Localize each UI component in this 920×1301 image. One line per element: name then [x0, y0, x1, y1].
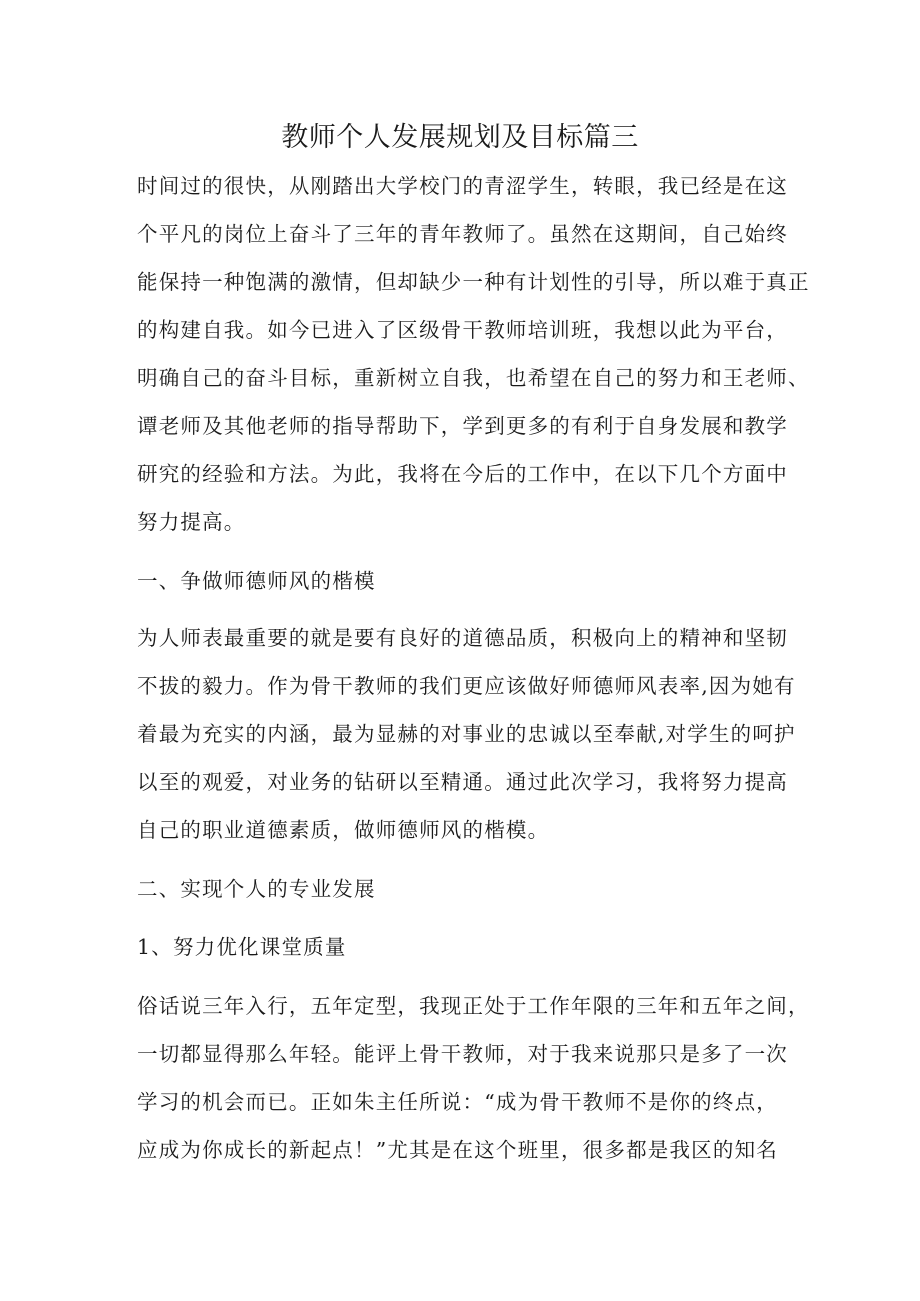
- section-heading-2: 二、实现个人的专业发展: [137, 877, 376, 901]
- paragraph-3-line-1: 俗话说三年入行，五年定型，我现正处于工作年限的三年和五年之间，: [137, 994, 810, 1018]
- paragraph-2-line-1: 为人师表最重要的就是要有良好的道德品质，积极向上的精神和坚韧: [137, 626, 788, 650]
- paragraph-1-line-1: 时间过的很快，从刚踏出大学校门的青涩学生，转眼，我已经是在这: [137, 174, 788, 198]
- paragraph-2-line-3: 着最为充实的内涵，最为显赫的对事业的忠诚以至奉献,对学生的呵护: [137, 722, 796, 746]
- section-heading-1: 一、争做师德师风的楷模: [137, 569, 376, 593]
- subsection-heading-1: 1、努力优化课堂质量: [137, 935, 347, 959]
- paragraph-1-line-2: 个平凡的岗位上奋斗了三年的青年教师了。虽然在这期间，自己始终: [137, 222, 788, 246]
- paragraph-1-line-3: 能保持一种饱满的激情，但却缺少一种有计划性的引导，所以难于真正: [137, 270, 810, 294]
- paragraph-1-line-6: 谭老师及其他老师的指导帮助下，学到更多的有利于自身发展和教学: [137, 414, 788, 438]
- document-title: 教师个人发展规划及目标篇三: [281, 122, 639, 153]
- paragraph-2-line-2: 不拔的毅力。作为骨干教师的我们更应该做好师德师风表率,因为她有: [137, 674, 796, 698]
- paragraph-1-line-4: 的构建自我。如今已进入了区级骨干教师培训班，我想以此为平台，: [137, 318, 788, 342]
- paragraph-1-line-8: 努力提高。: [137, 510, 246, 534]
- paragraph-3-line-3: 学习的机会而已。正如朱主任所说：“成为骨干教师不是你的终点，: [137, 1090, 778, 1114]
- paragraph-1-line-7: 研究的经验和方法。为此，我将在今后的工作中，在以下几个方面中: [137, 462, 788, 486]
- paragraph-1-line-5: 明确自己的奋斗目标，重新树立自我，也希望在自己的努力和王老师、: [137, 366, 810, 390]
- paragraph-3-line-2: 一切都显得那么年轻。能评上骨干教师，对于我来说那只是多了一次: [137, 1042, 788, 1066]
- paragraph-2-line-5: 自己的职业道德素质，做师德师风的楷模。: [137, 818, 550, 842]
- paragraph-2-line-4: 以至的观爱，对业务的钻研以至精通。通过此次学习，我将努力提高: [137, 770, 788, 794]
- paragraph-3-line-4: 应成为你成长的新起点！”尤其是在这个班里，很多都是我区的知名: [137, 1138, 778, 1162]
